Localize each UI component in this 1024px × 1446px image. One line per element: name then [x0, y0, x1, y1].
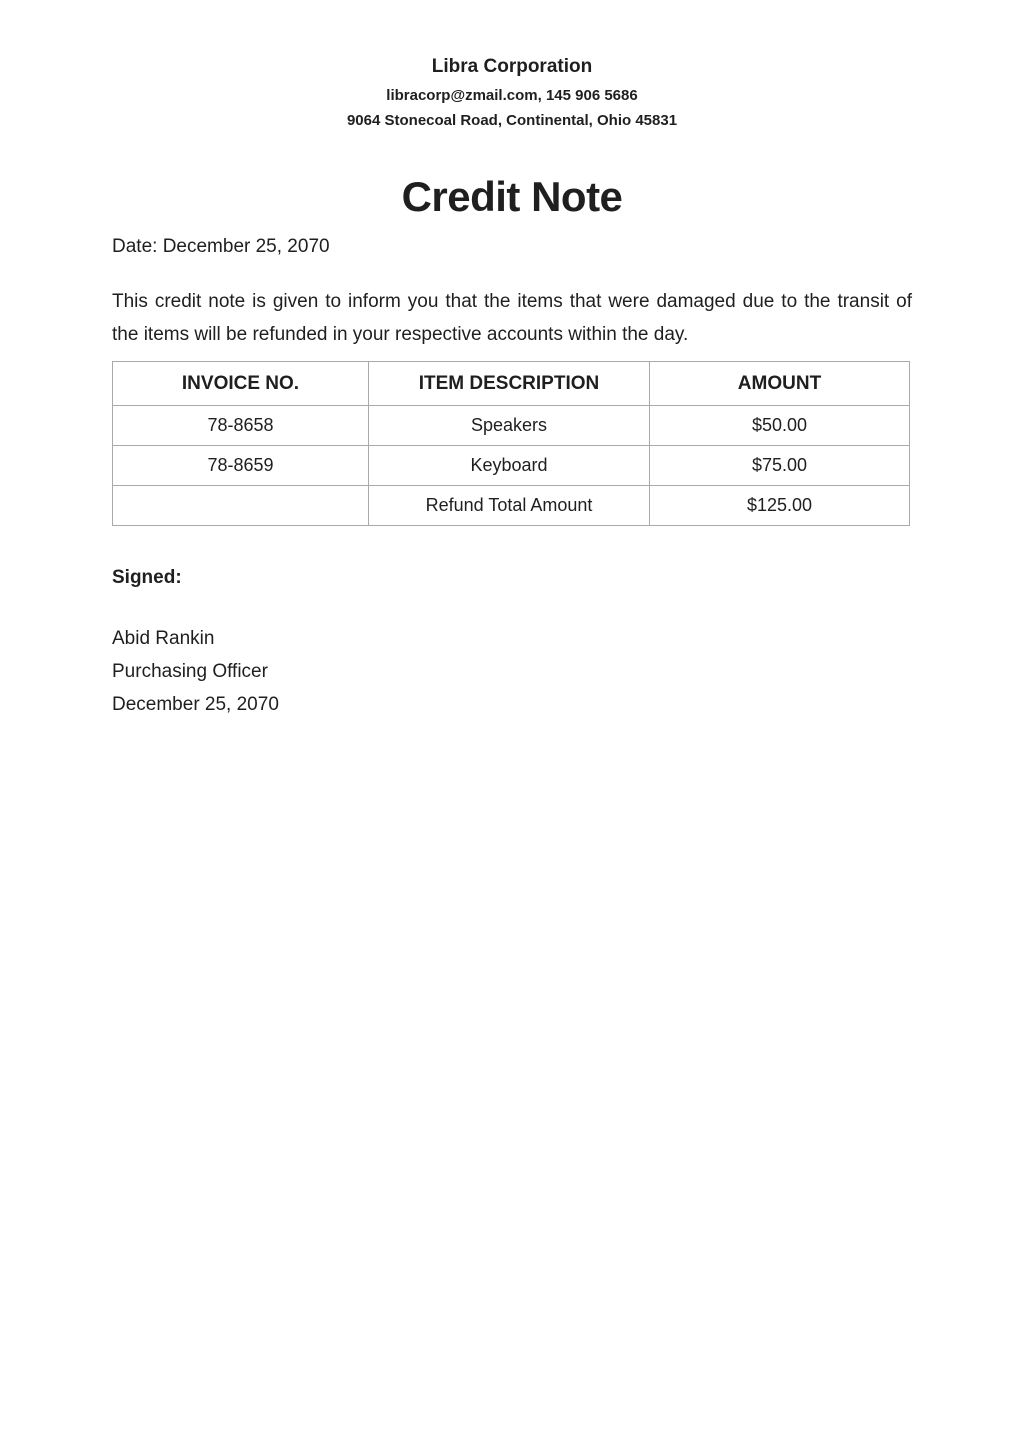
company-contact: libracorp@zmail.com, 145 906 5686 [386, 87, 638, 104]
total-invoice-cell [113, 486, 369, 526]
table-header-row [113, 362, 910, 406]
signature-block [112, 622, 912, 721]
company-name: Libra Corporation [431, 56, 593, 77]
items-table [112, 361, 910, 526]
table-row [113, 406, 910, 446]
company-header [112, 54, 912, 133]
row-invoice-no: 78-8658 [113, 406, 369, 446]
document-title: Credit Note [401, 173, 623, 220]
document-date: Date: December 25, 2070 [112, 236, 330, 257]
table-total-row [113, 486, 910, 526]
row-amount: $50.00 [650, 406, 910, 446]
signed-label: Signed: [112, 567, 182, 588]
credit-note-page [112, 0, 912, 721]
signer-name: Abid Rankin [112, 628, 215, 649]
row-amount: $75.00 [650, 446, 910, 486]
row-item-description: Speakers [369, 406, 650, 446]
header-invoice-no: INVOICE NO. [113, 362, 369, 406]
signature-date: December 25, 2070 [112, 694, 279, 715]
signer-position: Purchasing Officer [112, 661, 268, 682]
intro-paragraph: This credit note is given to inform you that the items that were damaged due to the transit of the items will be refunded in your respective accounts within the day. [112, 291, 912, 345]
total-label: Refund Total Amount [369, 486, 650, 526]
header-amount: AMOUNT [650, 362, 910, 406]
table-row [113, 446, 910, 486]
company-address: 9064 Stonecoal Road, Continental, Ohio 45831 [346, 112, 678, 129]
row-item-description: Keyboard [369, 446, 650, 486]
header-item-description: ITEM DESCRIPTION [369, 362, 650, 406]
total-amount: $125.00 [650, 486, 910, 526]
row-invoice-no: 78-8659 [113, 446, 369, 486]
